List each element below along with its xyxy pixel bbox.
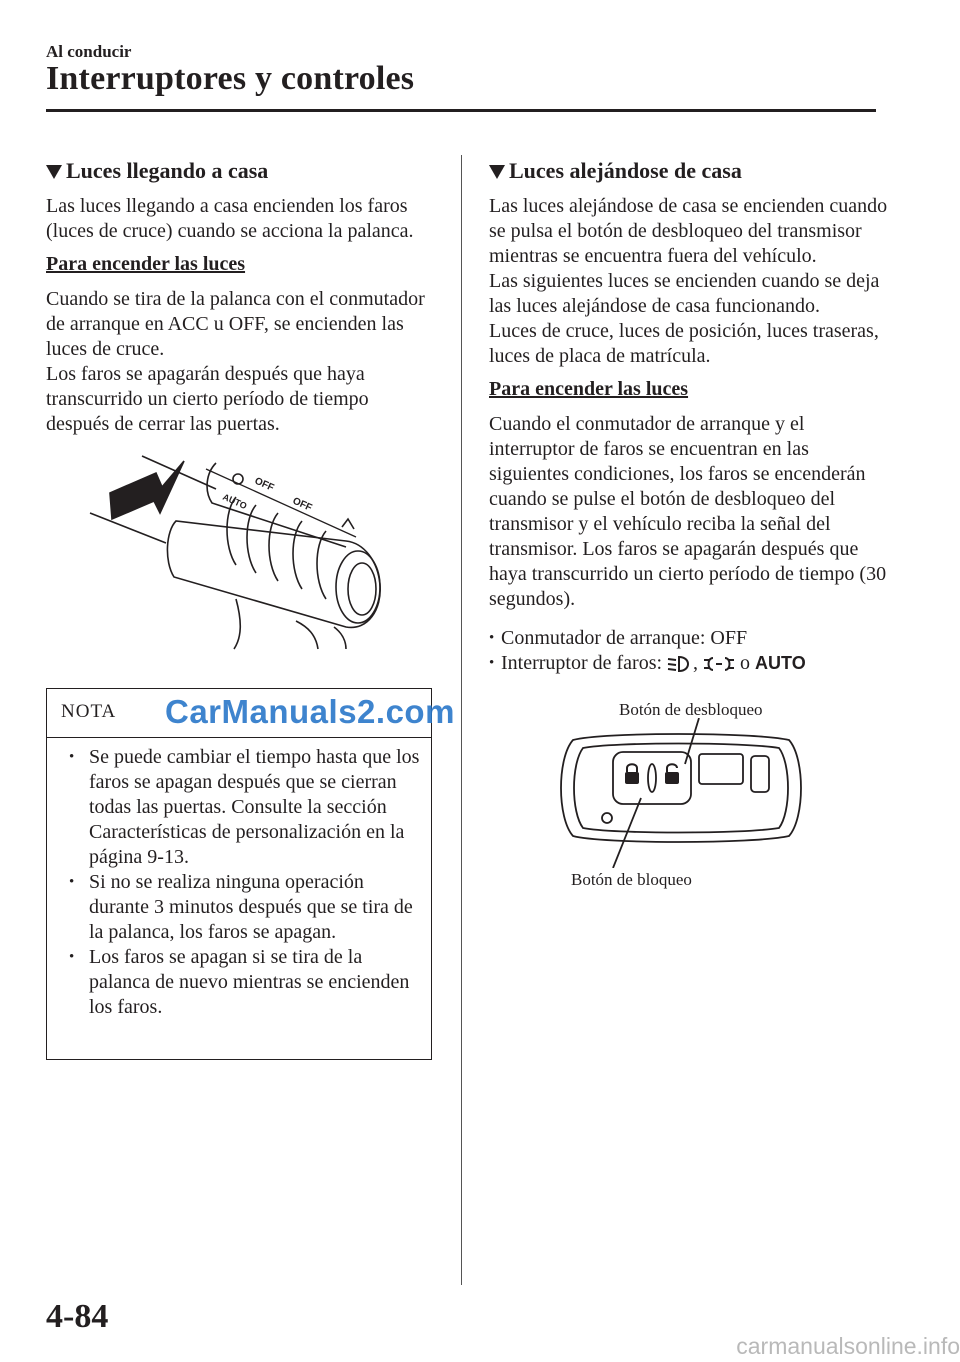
intro-paragraph: Las siguientes luces se encienden cuando se deja las luces alejándose de casa funcionando. <box>489 270 880 317</box>
lever-off-label: OFF <box>252 475 276 494</box>
subheading: Para encender las luces <box>489 378 689 400</box>
title-divider <box>46 109 876 112</box>
note-box <box>46 688 455 1060</box>
lever-off-label-2: OFF <box>290 495 314 514</box>
note-item: • Se puede cambiar el tiempo hasta que los faros se apagan después que se cierran todas las puertas. Consulte la sección Características de personalización en la página 9-13. <box>61 745 421 870</box>
body-paragraph: Cuando el conmutador de arranque y el interruptor de faros se encuentran en las siguientes condiciones, los faros se encenderán cuando se pulse el botón de desbloqueo del transmisor y el vehículo reciba la señal del transmisor. Los faros se apagarán después que haya transcurrido un cierto período de tiempo (30 segundos). <box>489 413 887 610</box>
lock-icon <box>625 764 639 784</box>
condition-sep: , <box>693 652 704 674</box>
lock-button-label: Botón de bloqueo <box>571 870 692 889</box>
condition-item: • Conmutador de arranque: OFF <box>489 626 889 651</box>
lever-illustration <box>46 451 436 656</box>
page-title: Interruptores y controles <box>46 60 415 97</box>
note-divider <box>47 737 431 738</box>
page-number: 4-84 <box>46 1298 109 1335</box>
intro-paragraph: Luces de cruce, luces de posición, luces traseras, luces de placa de matrícula. <box>489 320 879 367</box>
intro-paragraph: Las luces llegando a casa encienden los faros (luces de cruce) cuando se acciona la palanca. <box>46 195 414 242</box>
chapter-label: Al conducir <box>46 42 132 61</box>
right-column <box>489 158 889 890</box>
note-item: • Si no se realiza ninguna operación durante 3 minutos después que se tira de la palanca, los faros se apagan. <box>61 870 421 945</box>
parking-light-icon <box>703 655 735 673</box>
note-label: NOTA <box>61 701 117 722</box>
column-divider <box>461 155 462 1285</box>
condition-prefix: Interruptor de faros: <box>501 652 668 674</box>
subheading: Para encender las luces <box>46 253 246 275</box>
section-heading-leaving <box>489 158 889 184</box>
section-heading-arriving <box>46 158 436 184</box>
unlock-icon <box>665 764 679 784</box>
section-heading-text: Luces llegando a casa <box>66 158 269 183</box>
lever-auto-label: AUTO <box>221 491 249 512</box>
intro-paragraph: Las luces alejándose de casa se encienden cuando se pulsa el botón de desbloqueo del transmisor mientras se encuentra fuera del vehículo. <box>489 195 888 267</box>
body-paragraph: Cuando se tira de la palanca con el conmutador de arranque en ACC u OFF, se encienden las luces de cruce. <box>46 288 425 360</box>
condition-list <box>489 626 889 676</box>
note-list <box>61 745 421 1020</box>
headlight-lever-figure <box>46 451 436 651</box>
body-paragraph: Los faros se apagarán después que haya transcurrido un cierto período de tiempo después de cerrar las puertas. <box>46 363 369 435</box>
carmanuals-watermark: CarManuals2.com <box>165 693 455 730</box>
left-column <box>46 158 436 656</box>
key-fob-figure <box>553 718 813 868</box>
note-item: • Los faros se apagan si se tira de la palanca de nuevo mientras se encienden los faros. <box>61 945 421 1020</box>
triangle-bullet-icon <box>489 165 505 179</box>
triangle-bullet-icon <box>46 165 62 179</box>
site-watermark: carmanualsonline.info <box>736 1333 960 1359</box>
low-beam-icon <box>667 655 693 673</box>
key-fob-illustration <box>489 700 889 890</box>
condition-item <box>489 651 889 676</box>
auto-mode-label: AUTO <box>755 653 806 673</box>
unlock-button-label: Botón de desbloqueo <box>619 700 763 719</box>
condition-or: o <box>735 652 756 674</box>
section-heading-text: Luces alejándose de casa <box>509 158 742 183</box>
